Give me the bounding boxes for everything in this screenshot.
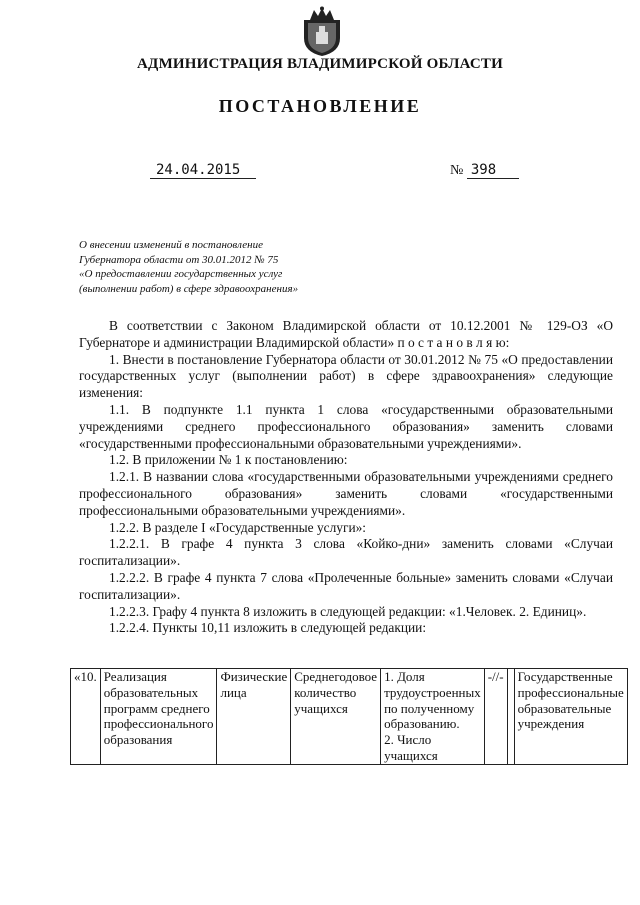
paragraph: 1.2.2.1. В графе 4 пункта 3 слова «Койко-дни» заменить словами «Случаи госпитализации».	[79, 536, 613, 569]
number-value: 398	[467, 162, 519, 179]
title-line: (выполнении работ) в сфере здравоохранения»	[79, 282, 299, 295]
title-line: «О предоставлении государственных услуг	[79, 268, 283, 280]
number-label: №	[450, 163, 464, 178]
services-table	[70, 668, 628, 765]
coat-of-arms-emblem	[298, 6, 346, 58]
table-row	[71, 669, 628, 765]
document-body	[79, 318, 613, 637]
paragraph: 1.2.2. В разделе I «Государственные услуги»:	[109, 519, 367, 535]
title-line: Губернатора области от 30.01.2012 № 75	[79, 253, 279, 266]
table-cell-unit: Среднегодовое количество учащихся	[291, 669, 381, 765]
paragraph: 1.2.1. В названии слова «государственными образовательными учреждениями среднего профессионального образования» заменить словами «государственными профессиональными образовательными учреждениями».	[79, 469, 613, 518]
paragraph: В соответствии с Законом Владимирской области от 10.12.2001 № 129-ОЗ «О Губернаторе и администрации Владимирской области» п о с т а н о в л я ю:	[79, 318, 613, 350]
paragraph: 1.1. В подпункте 1.1 пункта 1 слова «государственными образовательными учреждениями среднего профессионального образования» заменить словами «государственными профессиональными образовательными учреждениями».	[79, 401, 613, 451]
paragraph: 1.2.2.4. Пункты 10,11 изложить в следующей редакции:	[109, 620, 427, 636]
document-type: ПОСТАНОВЛЕНИЕ	[218, 96, 422, 116]
organization-name: АДМИНИСТРАЦИЯ ВЛАДИМИРСКОЙ ОБЛАСТИ	[137, 56, 503, 72]
paragraph: 1.2. В приложении № 1 к постановлению:	[109, 452, 348, 468]
document-number	[450, 162, 519, 179]
table-cell-indicators	[381, 669, 485, 765]
paragraph: 1. Внести в постановление Губернатора области от 30.01.2012 № 75 «О предоставлении государственных услуг (выполнении работ) в сфере здравоохранения» следующие изменения:	[79, 351, 613, 401]
table-cell-ditto: -//-	[484, 669, 507, 765]
paragraph: 1.2.2.3. Графу 4 пункта 8 изложить в следующей редакции: «1.Человек. 2. Единиц».	[109, 603, 587, 619]
table-cell-providers: Государственные профессиональные образовательные учреждения	[514, 669, 627, 765]
paragraph: 1.2.2.2. В графе 4 пункта 7 слова «Пролеченные больные» заменить словами «Случаи госпитализации».	[79, 569, 613, 602]
document-date: 24.04.2015	[150, 162, 256, 179]
table-cell-consumers: Физические лица	[217, 669, 291, 765]
title-line: О внесении изменений в постановление	[79, 239, 263, 251]
table-cell-number: «10.	[71, 669, 101, 765]
document-title	[79, 238, 379, 296]
table-cell-service: Реализация образовательных программ среднего профессионального образования	[100, 669, 217, 765]
indicator-text: 1. Доля трудоустроенных по полученному образованию. 2. Число учащихся	[384, 669, 481, 763]
table-cell-empty	[507, 669, 514, 765]
